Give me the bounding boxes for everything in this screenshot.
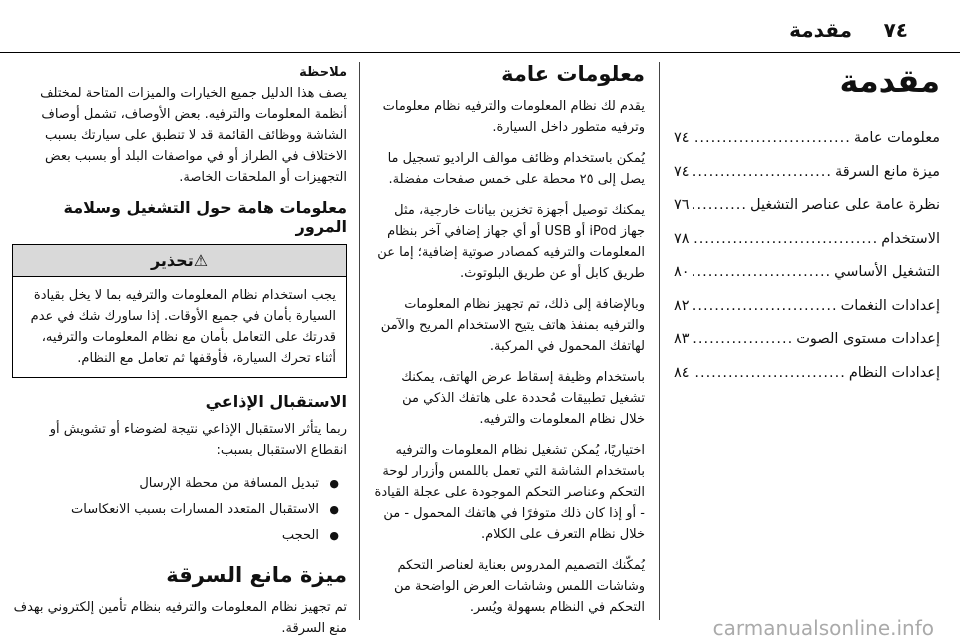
toc-item[interactable] bbox=[674, 164, 940, 198]
toc-item[interactable] bbox=[674, 197, 940, 231]
warning-icon: ⚠ bbox=[193, 251, 209, 270]
warning-text: يجب استخدام نظام المعلومات والترفيه بما لا يخل بقيادة السيارة بأمان في جميع الأوقات. إذا ساورك شك في عدم قدرتك على التعامل بأمان مع نظام المعلومات والترفيه، أثناء تحرك السيارة، فأوقفها ثم تعامل مع النظام. bbox=[30, 288, 336, 366]
toc-label: إعدادات مستوى الصوت bbox=[796, 331, 940, 347]
toc-item[interactable] bbox=[674, 365, 940, 399]
toc-page: ٧٦ bbox=[674, 197, 690, 213]
paragraph: باستخدام وظيفة إسقاط عرض الهاتف، يمكنك تشغيل تطبيقات مُحددة على هاتفك الذكي من خلال نظام المعلومات والترفيه. bbox=[401, 370, 645, 427]
toc-page: ٨٣ bbox=[674, 331, 690, 347]
paragraph: اختياريًا، يُمكن تشغيل نظام المعلومات والترفيه باستخدام الشاشة التي تعمل باللمس وأزرار لوحة التحكم وعناصر التحكم الموجودة على عجلة القيادة - أو إذا كان ذلك متوفرًا في هاتفك المحمول - من خلال نظام التعرف على الكلام. bbox=[374, 443, 645, 542]
radio-reception-text: ربما يتأثر الاستقبال الإذاعي نتيجة لضوضاء أو تشويش أو انقطاع الاستقبال بسبب: bbox=[49, 422, 347, 458]
toc-leader bbox=[693, 331, 794, 347]
toc-label: ميزة مانع السرقة bbox=[835, 163, 940, 180]
page-header bbox=[0, 0, 960, 50]
radio-reception-heading: الاستقبال الإذاعي bbox=[205, 392, 347, 411]
warning-header bbox=[13, 245, 346, 277]
toc-item[interactable] bbox=[674, 264, 940, 298]
note-heading: ملاحظة bbox=[299, 65, 347, 80]
toc-item[interactable] bbox=[674, 298, 940, 332]
intro-column bbox=[660, 62, 960, 620]
list-item: ● الاستقبال المتعدد المسارات بسبب الانعكاسات bbox=[12, 497, 347, 523]
general-info-heading: معلومات عامة bbox=[501, 62, 645, 86]
toc-page: ٨٢ bbox=[674, 297, 690, 314]
paragraph: يُمكن باستخدام وظائف موالف الراديو تسجيل ما يصل إلى ٢٥ محطة على خمس صفحات مفضلة. bbox=[387, 151, 645, 187]
note-text: يصف هذا الدليل جميع الخيارات والميزات المتاحة لمختلف أنظمة المعلومات والترفيه. بعض الأوصاف، تشمل أوصاف الشاشة ووظائف القائمة قد لا تنطبق على سيارتك بسبب الاختلاف في الطراز أو في مواصفات البلد أو بسبب بعض التجهيزات أو الملحقات الخاصة. bbox=[40, 86, 347, 185]
toc-leader bbox=[693, 264, 832, 280]
toc-label: إعدادات النظام bbox=[848, 364, 940, 381]
toc-label: التشغيل الأساسي bbox=[834, 264, 940, 280]
paragraph: وبالإضافة إلى ذلك، تم تجهيز نظام المعلومات والترفيه بمنفذ هاتف يتيح الاستخدام المريح والآمن لهاتفك المحمول في المركبة. bbox=[380, 297, 645, 354]
header-title: مقدمة bbox=[789, 18, 852, 42]
paragraph: يقدم لك نظام المعلومات والترفيه نظام معلومات وترفيه متطور داخل السيارة. bbox=[382, 99, 645, 135]
toc-label: الاستخدام bbox=[881, 230, 940, 247]
toc-page: ٧٨ bbox=[674, 230, 690, 247]
paragraph: يُمكّنك التصميم المدروس بعناية لعناصر التحكم وشاشات اللمس وشاشات العرض الواضحة من التحكم في النظام بسهولة ويُسر. bbox=[394, 558, 645, 615]
notes-column bbox=[4, 62, 360, 636]
reception-causes-list bbox=[12, 471, 347, 549]
toc-page: ٨٠ bbox=[674, 264, 690, 280]
warning-title: تحذير bbox=[150, 251, 194, 270]
toc-label: نظرة عامة على عناصر التشغيل bbox=[750, 197, 940, 213]
toc-page: ٧٤ bbox=[674, 163, 690, 180]
toc-label: إعدادات النغمات bbox=[840, 297, 940, 314]
paragraph: يمكنك توصيل أجهزة تخزين بيانات خارجية، مثل جهاز iPod أو USB أو أي جهاز إضافي آخر بنظام المعلومات والترفيه كمصادر صوتية إضافية؛ إما عن طريق كابل أو عن طريق البلوتوث. bbox=[377, 203, 645, 281]
toc-item[interactable] bbox=[674, 331, 940, 365]
list-item: ● تبديل المسافة من محطة الإرسال bbox=[12, 471, 347, 497]
important-info-heading: معلومات هامة حول التشغيل وسلامة المرور bbox=[63, 198, 347, 236]
antitheft-text: تم تجهيز نظام المعلومات والترفيه بنظام تأمين إلكتروني بهدف منع السرقة. bbox=[13, 600, 347, 636]
toc-leader bbox=[693, 365, 846, 381]
toc-page: ٧٤ bbox=[674, 130, 690, 146]
toc-leader bbox=[693, 164, 832, 180]
toc-item[interactable] bbox=[674, 231, 940, 265]
toc-leader bbox=[693, 298, 838, 314]
table-of-contents bbox=[674, 130, 940, 398]
toc-leader bbox=[693, 231, 879, 247]
toc-label: معلومات عامة bbox=[853, 130, 940, 146]
header-divider bbox=[0, 52, 960, 53]
page-number: ٧٤ bbox=[883, 18, 908, 42]
antitheft-heading: ميزة مانع السرقة bbox=[166, 563, 347, 587]
general-info-column bbox=[360, 62, 660, 620]
toc-leader bbox=[693, 130, 851, 146]
warning-box bbox=[12, 244, 347, 378]
toc-item[interactable] bbox=[674, 130, 940, 164]
toc-leader bbox=[693, 197, 747, 213]
toc-page: ٨٤ bbox=[674, 364, 690, 381]
list-item: ● الحجب bbox=[12, 523, 347, 549]
watermark: carmanualsonline.info bbox=[712, 616, 934, 640]
section-title: مقدمة bbox=[839, 62, 940, 100]
